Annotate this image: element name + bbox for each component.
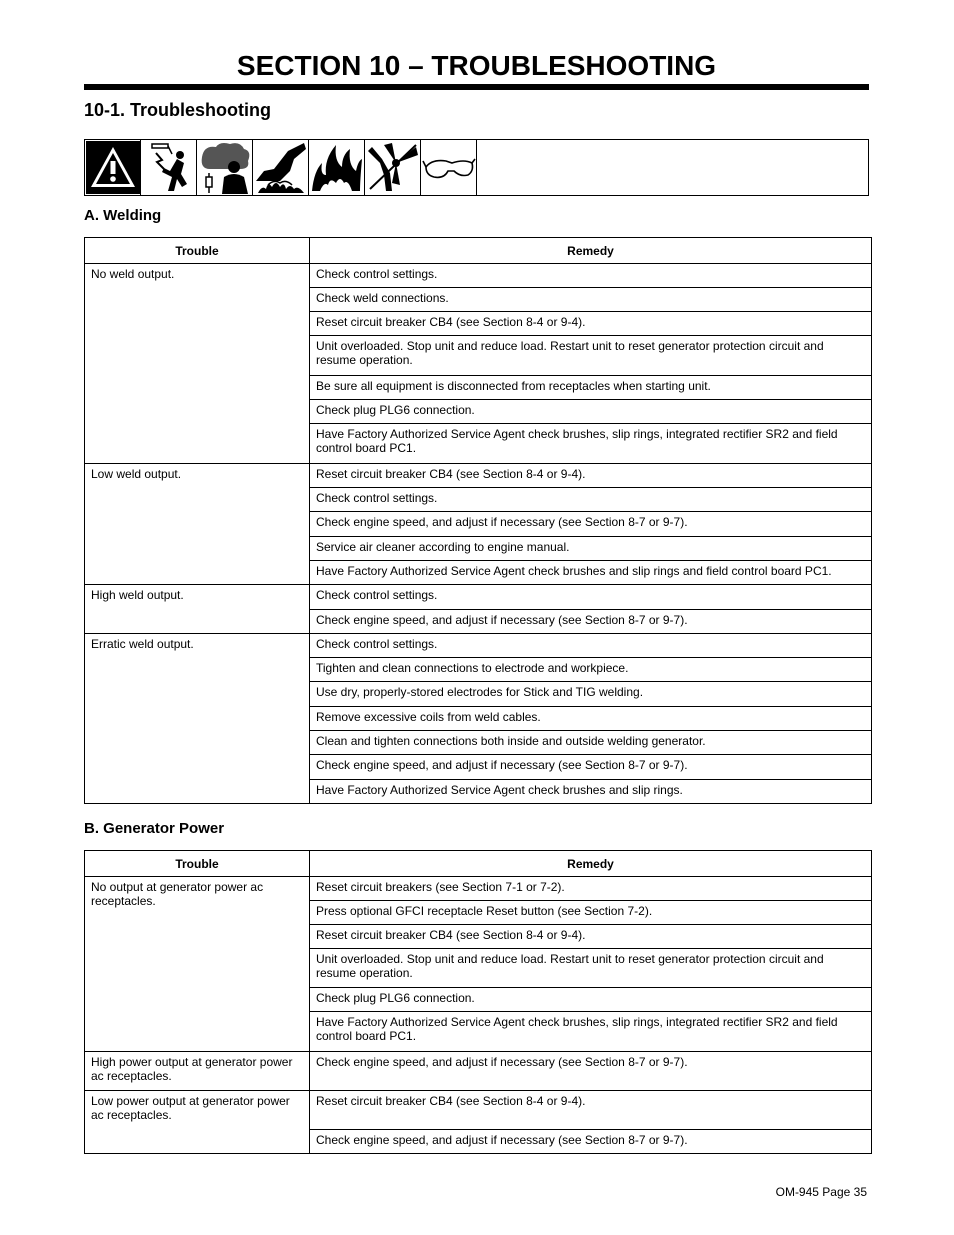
remedy-cell: Check control settings. bbox=[310, 488, 872, 512]
electric-shock-icon bbox=[141, 140, 197, 195]
remedy-cell: Tighten and clean connections to electrode and workpiece. bbox=[310, 658, 872, 682]
title-rule bbox=[84, 84, 869, 90]
section-title: SECTION 10 – TROUBLESHOOTING bbox=[236, 50, 717, 81]
remedy-cell: Check plug PLG6 connection. bbox=[310, 988, 872, 1012]
trouble-cell: Erratic weld output. bbox=[85, 634, 310, 804]
remedy-cell: Reset circuit breaker CB4 (see Section 8-4 or 9-4). bbox=[310, 1091, 872, 1130]
trouble-cell: No output at generator power ac receptacles. bbox=[85, 877, 310, 1052]
generator-power-troubleshooting-table bbox=[84, 850, 872, 1154]
remedy-cell: Use dry, properly-stored electrodes for Stick and TIG welding. bbox=[310, 682, 872, 707]
subsection-title: 10-1. Troubleshooting bbox=[84, 100, 272, 120]
remedy-cell: Have Factory Authorized Service Agent check brushes, slip rings, integrated rectifier SR2 and field control board PC1. bbox=[310, 424, 872, 464]
remedy-cell: Be sure all equipment is disconnected from receptacles when starting unit. bbox=[310, 376, 872, 400]
remedy-cell: Check control settings. bbox=[310, 585, 872, 610]
remedy-cell: Unit overloaded. Stop unit and reduce load. Restart unit to reset generator protection circuit and resume operation. bbox=[310, 949, 872, 988]
remedy-column-header: Remedy bbox=[310, 238, 872, 264]
remedy-cell: Check engine speed, and adjust if necessary (see Section 8-7 or 9-7). bbox=[310, 755, 872, 780]
moving-parts-icon bbox=[365, 140, 421, 195]
remedy-cell: Reset circuit breakers (see Section 7-1 or 7-2). bbox=[310, 877, 872, 901]
remedy-cell: Check weld connections. bbox=[310, 288, 872, 312]
remedy-cell: Check plug PLG6 connection. bbox=[310, 400, 872, 424]
remedy-cell: Check control settings. bbox=[310, 634, 872, 658]
trouble-column-header: Trouble bbox=[85, 851, 310, 877]
remedy-cell: Reset circuit breaker CB4 (see Section 8-4 or 9-4). bbox=[310, 925, 872, 949]
remedy-cell: Unit overloaded. Stop unit and reduce load. Restart unit to reset generator protection circuit and resume operation. bbox=[310, 336, 872, 376]
remedy-cell: Check control settings. bbox=[310, 264, 872, 288]
trouble-column-header: Trouble bbox=[85, 238, 310, 264]
remedy-cell: Check engine speed, and adjust if necessary (see Section 8-7 or 9-7). bbox=[310, 610, 872, 634]
trouble-cell: High weld output. bbox=[85, 585, 310, 634]
hazard-icons bbox=[85, 140, 477, 195]
fumes-icon bbox=[197, 140, 253, 195]
remedy-cell: Service air cleaner according to engine manual. bbox=[310, 537, 872, 561]
remedy-cell: Check engine speed, and adjust if necessary (see Section 8-7 or 9-7). bbox=[310, 1052, 872, 1091]
hot-parts-icon bbox=[253, 140, 309, 195]
trouble-cell: Low weld output. bbox=[85, 464, 310, 585]
trouble-cell: Low power output at generator power ac receptacles. bbox=[85, 1091, 310, 1154]
remedy-cell: Check engine speed, and adjust if necessary (see Section 8-7 or 9-7). bbox=[310, 512, 872, 537]
page-footer: OM-945 Page 35 bbox=[775, 1185, 867, 1199]
remedy-cell: Remove excessive coils from weld cables. bbox=[310, 707, 872, 731]
remedy-cell: Reset circuit breaker CB4 (see Section 8-4 or 9-4). bbox=[310, 312, 872, 336]
warning-icon bbox=[85, 140, 141, 195]
remedy-cell: Have Factory Authorized Service Agent check brushes, slip rings, integrated rectifier SR2 and field control board PC1. bbox=[310, 1012, 872, 1052]
remedy-cell: Have Factory Authorized Service Agent check brushes and slip rings and field control board PC1. bbox=[310, 561, 872, 585]
remedy-cell: Press optional GFCI receptacle Reset button (see Section 7-2). bbox=[310, 901, 872, 925]
remedy-cell: Have Factory Authorized Service Agent check brushes and slip rings. bbox=[310, 780, 872, 804]
generator-power-heading: B. Generator Power bbox=[84, 820, 225, 837]
remedy-cell: Clean and tighten connections both inside and outside welding generator. bbox=[310, 731, 872, 755]
safety-glasses-icon bbox=[421, 140, 477, 195]
welding-troubleshooting-table bbox=[84, 237, 872, 804]
remedy-cell: Reset circuit breaker CB4 (see Section 8-4 or 9-4). bbox=[310, 464, 872, 488]
trouble-cell: No weld output. bbox=[85, 264, 310, 464]
hazard-symbols-box bbox=[84, 139, 869, 196]
fire-icon bbox=[309, 140, 365, 195]
remedy-cell: Check engine speed, and adjust if necessary (see Section 8-7 or 9-7). bbox=[310, 1130, 872, 1154]
trouble-cell: High power output at generator power ac receptacles. bbox=[85, 1052, 310, 1091]
remedy-column-header: Remedy bbox=[310, 851, 872, 877]
welding-heading: A. Welding bbox=[84, 207, 162, 224]
